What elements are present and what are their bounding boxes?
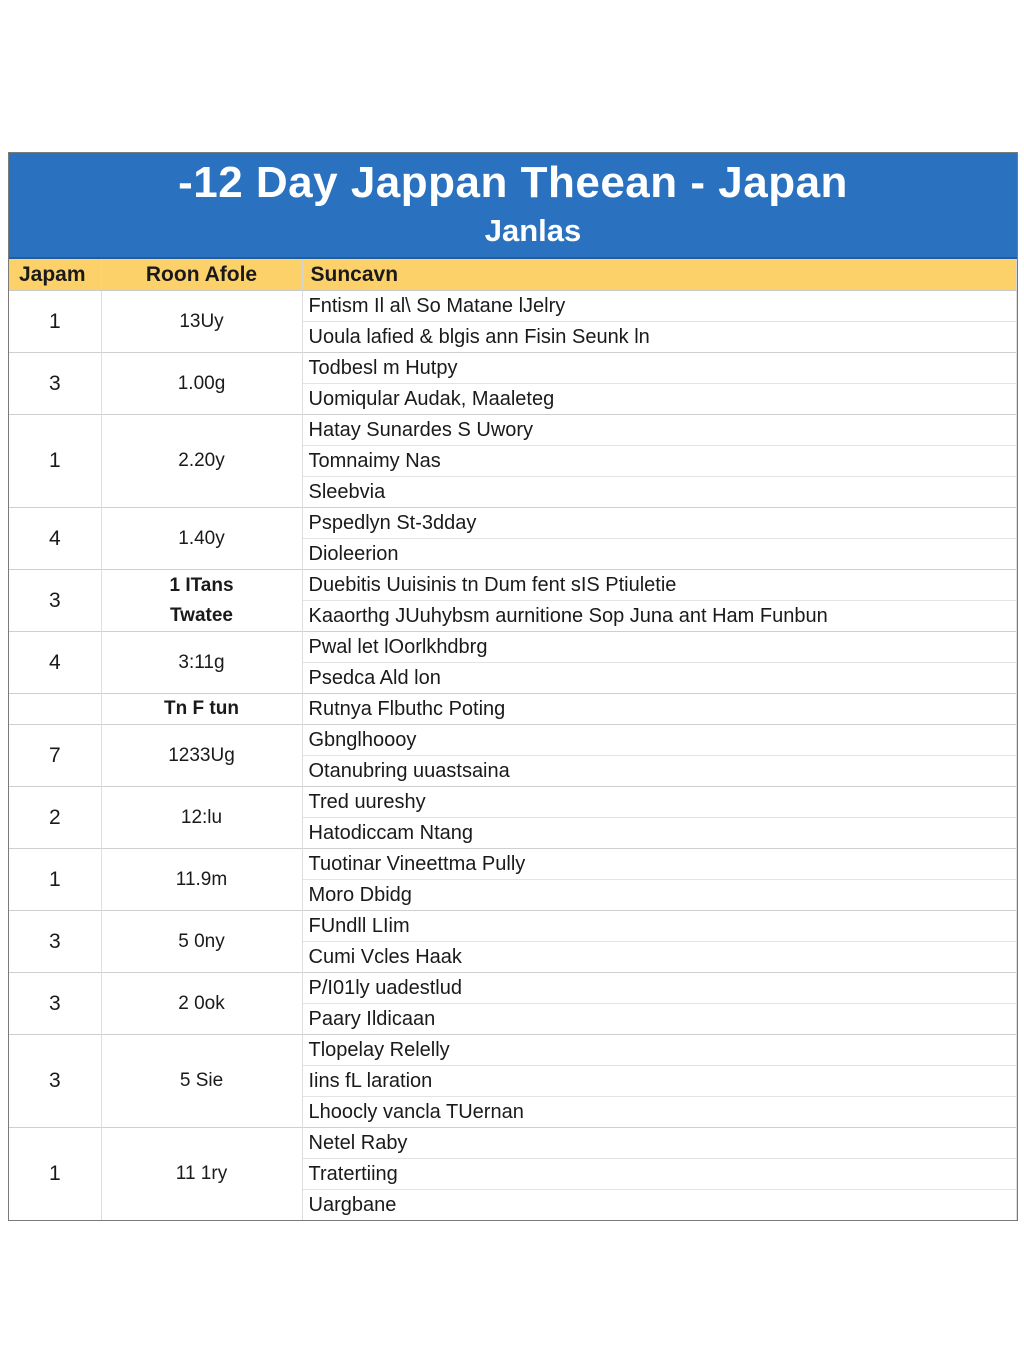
activities-cell <box>302 725 1017 787</box>
activities-cell <box>302 911 1017 973</box>
activity-item: Pspedlyn St-3dday <box>303 508 1017 539</box>
activities-cell <box>302 694 1017 725</box>
table-row[interactable] <box>9 415 1017 508</box>
table-row[interactable] <box>9 911 1017 973</box>
day-cell: 1 <box>9 849 101 911</box>
duration-cell: Tn F tun <box>101 694 302 725</box>
duration-cell: 1.40y <box>101 508 302 570</box>
table-row[interactable] <box>9 1128 1017 1221</box>
activities-cell <box>302 849 1017 911</box>
activity-item: Todbesl m Hutpy <box>303 353 1017 384</box>
activity-item: Kaaorthg JUuhybsm aurnitione Sop Juna ant Ham Funbun <box>308 605 828 627</box>
activities-cell <box>302 1035 1017 1128</box>
activity-item: Otanubring uuastsaina <box>308 760 510 782</box>
duration-cell: 5 Sie <box>101 1035 302 1128</box>
day-cell: 2 <box>9 787 101 849</box>
title-banner <box>9 153 1017 259</box>
activity-item: Hatodiccam Ntang <box>308 822 474 844</box>
day-cell: 3 <box>9 570 101 632</box>
activity-item: Iins fL laration <box>303 1066 1017 1097</box>
table-header-row <box>9 259 1017 291</box>
activities-cell <box>302 353 1017 415</box>
duration-cell: 11 1ry <box>101 1128 302 1221</box>
activity-item: Rutnya Flbuthc Poting <box>308 698 506 720</box>
day-cell: 4 <box>9 632 101 694</box>
duration-cell: 11.9m <box>101 849 302 911</box>
table-row[interactable] <box>9 973 1017 1035</box>
activities-cell <box>302 973 1017 1035</box>
activity-item: Gbnglhoooy <box>303 725 1017 756</box>
day-cell: 4 <box>9 508 101 570</box>
activities-cell <box>302 508 1017 570</box>
column-header-activities[interactable]: Suncavn <box>302 259 1017 291</box>
day-cell: 7 <box>9 725 101 787</box>
duration-line: 1 ITans <box>169 574 234 596</box>
table-row[interactable] <box>9 694 1017 725</box>
page-title: -12 Day Jappan Theean - Japan <box>178 158 848 207</box>
duration-cell: 13Uy <box>101 291 302 353</box>
table-row[interactable] <box>9 725 1017 787</box>
activities-cell <box>302 1128 1017 1221</box>
day-cell: 1 <box>9 1128 101 1221</box>
activity-item: Tlopelay Relelly <box>303 1035 1017 1066</box>
activity-item: FUndll LIim <box>303 911 1017 942</box>
activity-item: Netel Raby <box>303 1128 1017 1159</box>
table-row[interactable] <box>9 632 1017 694</box>
activity-item: Paary Ildicaan <box>308 1008 436 1030</box>
activity-item: Uomiqular Audak, Maaleteg <box>308 388 555 410</box>
duration-cell: 2 0ok <box>101 973 302 1035</box>
duration-cell <box>101 570 302 632</box>
day-cell: 3 <box>9 911 101 973</box>
day-cell <box>9 694 101 725</box>
day-cell: 3 <box>9 353 101 415</box>
table-row[interactable] <box>9 787 1017 849</box>
duration-cell: 2.20y <box>101 415 302 508</box>
day-cell: 1 <box>9 415 101 508</box>
table-row[interactable] <box>9 1035 1017 1128</box>
duration-cell: 1233Ug <box>101 725 302 787</box>
activities-cell <box>302 570 1017 632</box>
activities-cell <box>302 415 1017 508</box>
duration-cell: 5 0ny <box>101 911 302 973</box>
activity-item: Tred uureshy <box>303 787 1017 818</box>
activity-item: Duebitis Uuisinis tn Dum fent sIS Ptiuletie <box>303 570 1017 601</box>
activity-item: Moro Dbidg <box>308 884 412 906</box>
day-cell: 3 <box>9 973 101 1035</box>
activity-item: Cumi Vcles Haak <box>308 946 462 968</box>
day-cell: 3 <box>9 1035 101 1128</box>
column-header-day[interactable]: Japam <box>9 259 101 291</box>
activities-cell <box>302 787 1017 849</box>
activity-item: Dioleerion <box>308 543 399 565</box>
activity-item: Uargbane <box>308 1194 397 1216</box>
activity-item: Lhoocly vancla TUernan <box>308 1101 524 1123</box>
activities-cell <box>302 291 1017 353</box>
activity-item: Hatay Sunardes S Uwory <box>303 415 1017 446</box>
column-header-duration[interactable]: Roon Afole <box>101 259 302 291</box>
table-row[interactable] <box>9 570 1017 632</box>
page-subtitle: Janlas <box>484 213 582 248</box>
activity-item: Tuotinar Vineettma Pully <box>303 849 1017 880</box>
activity-item: Tratertiing <box>303 1159 1017 1190</box>
table-row[interactable] <box>9 353 1017 415</box>
activity-item: Psedca Ald lon <box>308 667 441 689</box>
activities-cell <box>302 632 1017 694</box>
table-row[interactable] <box>9 508 1017 570</box>
duration-line: Twatee <box>169 604 233 626</box>
table-row[interactable] <box>9 849 1017 911</box>
itinerary-table <box>9 259 1017 1220</box>
activity-item: Fntism Il al\ So Matane lJelry <box>303 291 1017 322</box>
activity-item: Tomnaimy Nas <box>303 446 1017 477</box>
activity-item: Uoula lafied & blgis ann Fisin Seunk ln <box>308 326 650 348</box>
day-cell: 1 <box>9 291 101 353</box>
duration-cell: 3:11g <box>101 632 302 694</box>
duration-cell: 1.00g <box>101 353 302 415</box>
activity-item: P/I01ly uadestlud <box>303 973 1017 1004</box>
table-row[interactable] <box>9 291 1017 353</box>
duration-cell: 12:lu <box>101 787 302 849</box>
itinerary-sheet <box>8 152 1018 1221</box>
activity-item: Pwal let lOorlkhdbrg <box>303 632 1017 663</box>
table-body <box>9 291 1017 1221</box>
activity-item: Sleebvia <box>308 481 386 503</box>
